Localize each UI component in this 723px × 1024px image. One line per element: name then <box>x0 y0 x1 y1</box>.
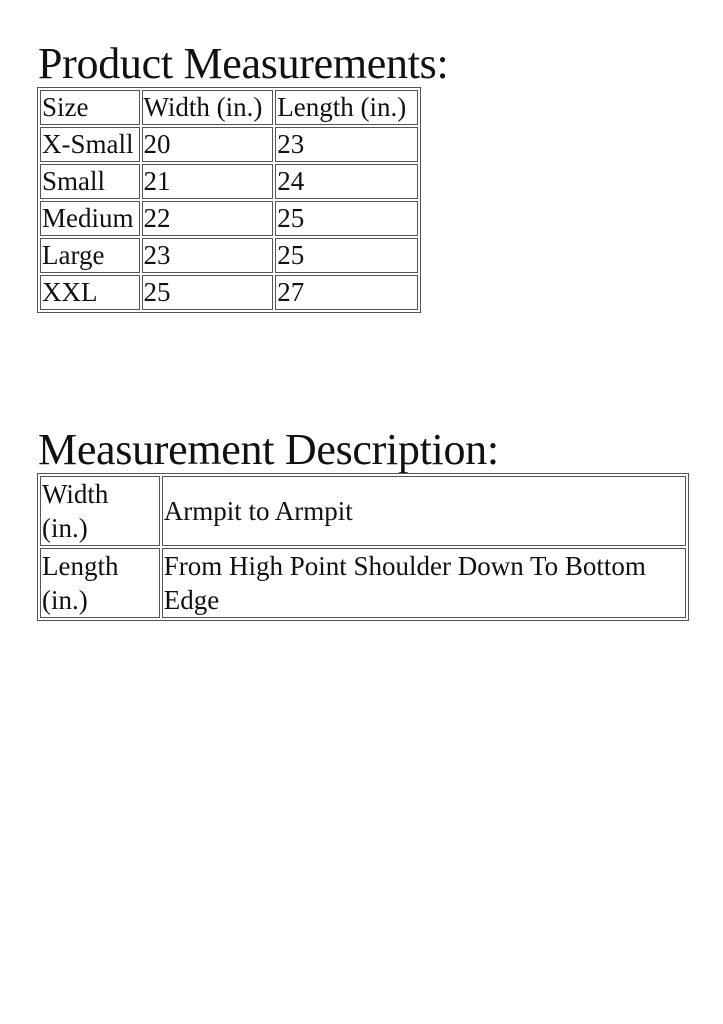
size-cell: Large <box>40 238 140 273</box>
width-cell: 21 <box>142 164 274 199</box>
size-chart-table <box>37 87 421 313</box>
length-cell: 27 <box>275 275 418 310</box>
measurement-description-heading: Measurement Description: <box>38 425 499 474</box>
length-cell: 25 <box>275 201 418 236</box>
width-cell: 20 <box>142 127 274 162</box>
width-cell: 22 <box>142 201 274 236</box>
width-cell: 23 <box>142 238 274 273</box>
table-row <box>40 238 418 273</box>
measure-description-cell: From High Point Shoulder Down To Bottom Edge <box>162 548 686 618</box>
table-row <box>40 275 418 310</box>
table-row <box>40 476 686 546</box>
size-cell: XXL <box>40 275 140 310</box>
size-cell: X-Small <box>40 127 140 162</box>
measure-name-cell: Length (in.) <box>40 548 160 618</box>
table-row <box>40 127 418 162</box>
size-cell: Medium <box>40 201 140 236</box>
measure-name-cell: Width (in.) <box>40 476 160 546</box>
table-header-row <box>40 90 418 125</box>
length-cell: 25 <box>275 238 418 273</box>
header-length: Length (in.) <box>275 90 418 125</box>
table-row <box>40 548 686 618</box>
header-size: Size <box>40 90 140 125</box>
length-cell: 23 <box>275 127 418 162</box>
header-width: Width (in.) <box>142 90 274 125</box>
size-cell: Small <box>40 164 140 199</box>
length-cell: 24 <box>275 164 418 199</box>
product-measurements-heading: Product Measurements: <box>38 39 449 88</box>
table-row <box>40 201 418 236</box>
measurement-description-table <box>37 473 689 621</box>
table-row <box>40 164 418 199</box>
width-cell: 25 <box>142 275 274 310</box>
measure-description-cell: Armpit to Armpit <box>162 476 686 546</box>
